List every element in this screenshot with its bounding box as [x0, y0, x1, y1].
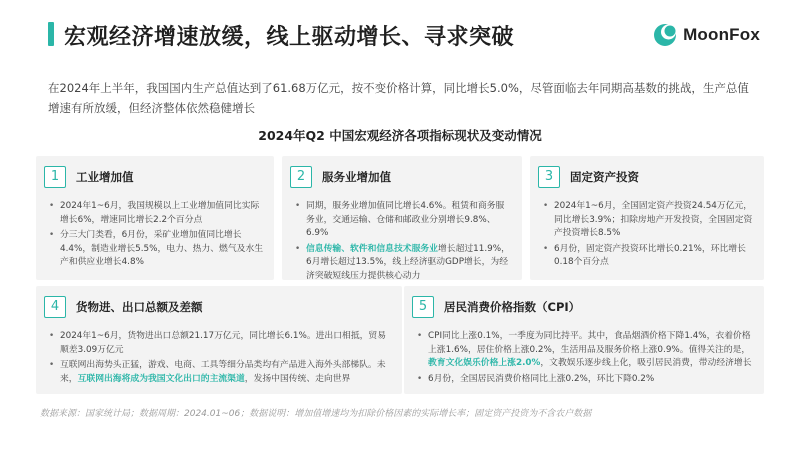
card-title: 居民消费价格指数（CPI） [444, 300, 581, 314]
page-title: 宏观经济增速放缓，线上驱动增长、寻求突破 [64, 25, 515, 50]
bullet-item [416, 330, 754, 371]
card-industrial-value-added [36, 156, 274, 280]
card-title: 固定资产投资 [570, 170, 639, 184]
logo-text: MoonFox [683, 25, 760, 44]
bullet-text: CPI同比上涨0.1%，一季度为同比持平。其中，食品烟酒价格下降1.4%，衣着价格上涨1.6%，居住价格上涨0.2%，生活用品及服务价格上涨0.9%。值得关注的是， [428, 331, 751, 355]
card-body [542, 200, 754, 272]
card-number-badge: 2 [290, 166, 312, 188]
bullet-item: • 6月份，固定资产投资环比增长0.21%，环比增长0.18个百分点 [542, 243, 754, 270]
card-body [416, 330, 754, 388]
highlight-text: 互联网出海将成为我国文化出口的主流渠道 [77, 373, 245, 384]
title-accent-bar [48, 22, 54, 46]
card-title: 服务业增加值 [322, 170, 391, 184]
bullet-item [48, 359, 392, 386]
card-number-badge: 4 [44, 296, 66, 318]
highlight-text: 信息传输、软件和信息技术服务业 [306, 243, 438, 254]
card-body [48, 200, 264, 272]
bullet-text: 增长超过11.9%，6月增长超过13.5%，线上经济驱动GDP增长，为经济突破短线压力提供核心动力 [306, 243, 510, 281]
moonfox-logo-icon [653, 23, 677, 47]
card-body [294, 200, 512, 285]
card-title: 货物进、出口总额及差额 [76, 300, 203, 314]
bullet-item: • 分三大门类看，6月份，采矿业增加值同比增长4.4%，制造业增长5.5%，电力、热力、燃气及水生产和供应业增长4.8% [48, 229, 264, 270]
bullet-text: 互联网出海势头正猛，游戏、电商、工具等细分品类均有产品进入海外头部梯队。未来， [60, 360, 386, 384]
intro-paragraph: 在2024年上半年，我国国内生产总值达到了61.68万亿元，按不变价格计算，同比增长5.0%，尽管面临去年同期高基数的挑战，生产总值增速有所放缓，但经济整体依然稳健增长 [48, 81, 749, 115]
card-service-value-added [282, 156, 522, 280]
bullet-item: • 6月份，全国居民消费价格同比上涨0.2%，环比下降0.2% [416, 373, 754, 387]
bullet-text: ，文教娱乐逐步线上化，吸引居民消费，带动经济增长 [540, 358, 752, 368]
moonfox-logo [653, 22, 760, 48]
bullet-item: • 2024年1~6月，货物进出口总额21.17万亿元，同比增长6.1%。进出口相抵，贸易顺差3.09万亿元 [48, 330, 392, 357]
highlight-text: 教育文化娱乐价格上涨2.0% [428, 358, 541, 368]
card-cpi [404, 286, 764, 394]
card-number-badge: 3 [538, 166, 560, 188]
bullet-item: • 2024年1~6月，我国规模以上工业增加值同比实际增长6%，增速同比增长2.2个百分点 [48, 200, 264, 227]
bullet-item: • 2024年1~6月，全国固定资产投资24.54万亿元，同比增长3.9%；扣除房地产开发投资，全国固定资产投资增长8.5% [542, 200, 754, 241]
card-title: 工业增加值 [76, 170, 134, 184]
bullet-item: • 同期，服务业增加值同比增长4.6%。租赁和商务服务业，交通运输、仓储和邮政业分别增长9.8%、6.9% [294, 200, 512, 241]
data-source-footnote: 数据来源：国家统计局；数据周期：2024.01~06；数据说明：增加值增速均为扣除价格因素的实际增长率；固定资产投资为不含农户数据 [40, 409, 592, 419]
card-number-badge: 5 [412, 296, 434, 318]
bullet-text: ，发扬中国传统、走向世界 [244, 373, 351, 384]
section-subtitle: 2024年Q2 中国宏观经济各项指标现状及变动情况 [258, 128, 542, 143]
card-number-badge: 1 [44, 166, 66, 188]
card-trade-import-export [36, 286, 402, 394]
card-body [48, 330, 392, 388]
card-fixed-asset-investment [530, 156, 764, 280]
bullet-item [294, 243, 512, 284]
